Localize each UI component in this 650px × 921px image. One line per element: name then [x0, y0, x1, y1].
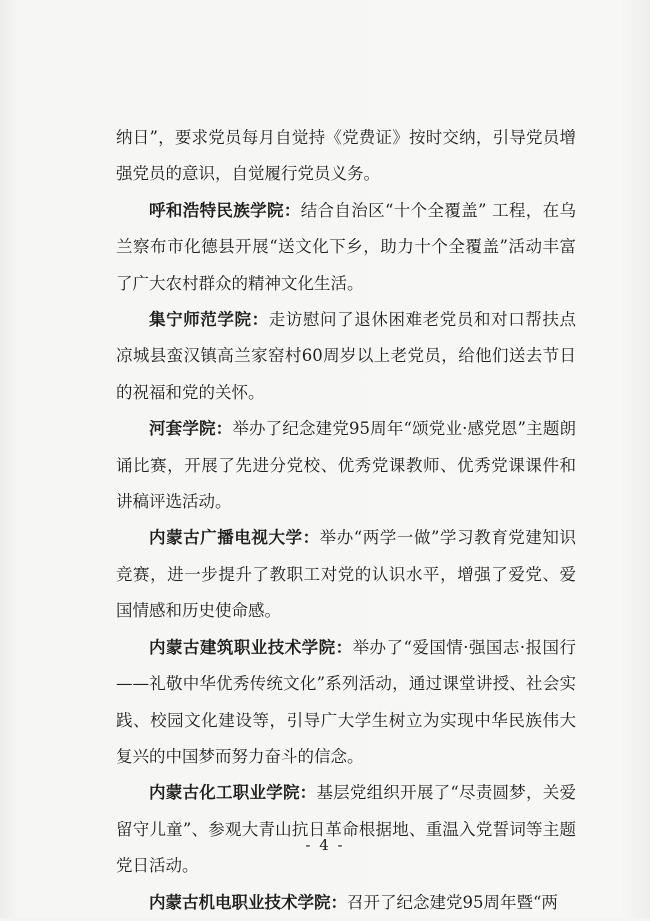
document-body	[116, 120, 576, 921]
paragraph	[116, 120, 576, 193]
paragraph	[116, 775, 576, 884]
paragraph-text: 基层党组织开展了“尽责圆梦，关爱留守儿童”、参观大青山抗日革命根据地、重温入党誓词等主题党日活动。	[116, 783, 577, 876]
paragraph-text: 举办了“爱国情·强国志·报国行——礼敬中华优秀传统文化”系列活动，通过课堂讲授、社会实践、校园文化建设等，引导广大学生树立为实现中华民族伟大复兴的中国梦而努力奋斗的信念。	[116, 637, 576, 766]
institution-name: 内蒙古广播电视大学：	[149, 528, 320, 548]
paragraph-text: 举办“两学一做”学习教育党建知识竞赛，进一步提升了教职工对党的认识水平，增强了爱党、爱国情感和历史使命感。	[116, 528, 577, 621]
paragraph	[116, 885, 576, 921]
paragraph	[116, 193, 576, 302]
paragraph-text: 纳日”，要求党员每月自觉持《党费证》按时交纳，引导党员增强党员的意识，自觉履行党员义务。	[116, 128, 576, 184]
paragraph	[116, 411, 576, 520]
page-number: - 4 -	[305, 836, 345, 854]
paragraph-text: 走访慰问了退休困难老党员和对口帮扶点凉城县蛮汉镇高兰家窑村60周岁以上老党员，给他们送去节日的祝福和党的关怀。	[116, 310, 577, 402]
paragraph	[116, 302, 576, 411]
paragraph	[116, 630, 576, 776]
paragraph-text: 结合自治区“十个全覆盖” 工程，在乌兰察布市化德县开展“送文化下乡，助力十个全覆盖”活动丰富了广大农村群众的精神文化生活。	[116, 200, 576, 293]
institution-name: 河套学院：	[149, 419, 233, 439]
paragraph	[116, 520, 576, 629]
institution-name: 集宁师范学院：	[149, 310, 269, 330]
paragraph-text: 召开了纪念建党95周年暨“两	[347, 892, 558, 912]
paragraph-text: 举办了纪念建党95周年“颂党业·感党恩”主题朗诵比赛，开展了先进分党校、优秀党课教师、优秀党课课件和讲稿评选活动。	[116, 419, 576, 512]
institution-name: 内蒙古机电职业技术学院：	[149, 892, 347, 912]
institution-name: 呼和浩特民族学院：	[149, 200, 301, 220]
institution-name: 内蒙古建筑职业技术学院：	[149, 637, 353, 657]
institution-name: 内蒙古化工职业学院：	[149, 783, 317, 803]
